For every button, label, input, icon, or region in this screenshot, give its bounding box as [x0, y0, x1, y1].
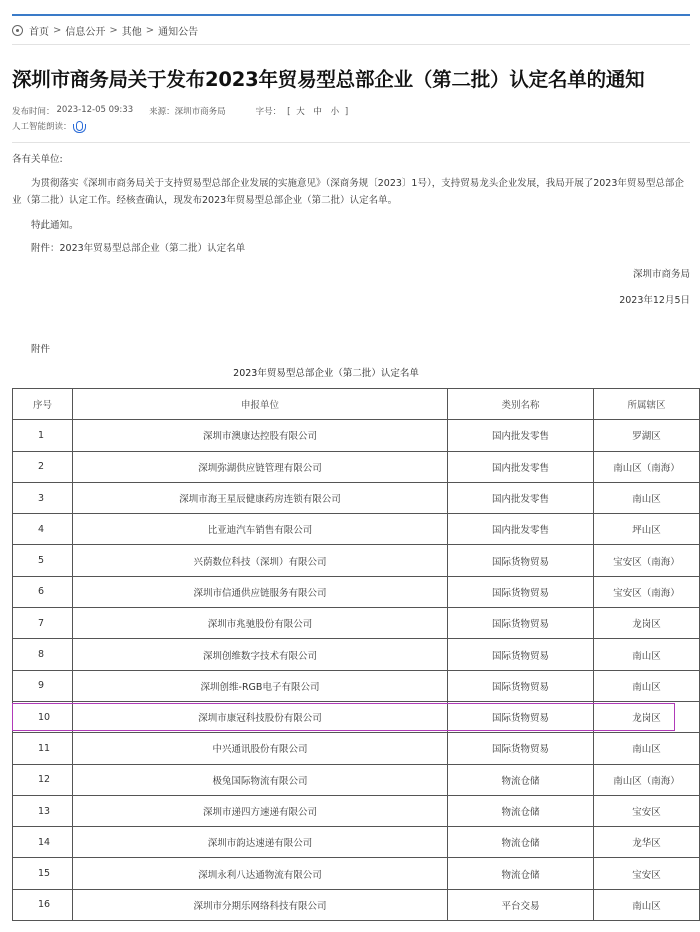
district: 南山区 — [594, 482, 700, 513]
table-row — [13, 670, 700, 701]
font-size-bracket: [ — [287, 107, 291, 117]
divider — [12, 142, 690, 143]
district: 龙华区 — [594, 827, 700, 858]
divider — [12, 44, 690, 45]
category: 国内批发零售 — [448, 514, 594, 545]
row-number: 7 — [13, 608, 73, 639]
row-number: 5 — [13, 545, 73, 576]
breadcrumb-separator: > — [145, 24, 155, 36]
company-name: 比亚迪汽车销售有限公司 — [73, 514, 448, 545]
company-name: 深圳市康冠科技股份有限公司 — [73, 701, 448, 732]
category: 国内批发零售 — [448, 420, 594, 451]
header-district: 所属辖区 — [594, 389, 700, 420]
row-number: 15 — [13, 858, 73, 889]
category: 平台交易 — [448, 889, 594, 920]
row-number: 10 — [13, 701, 73, 732]
company-name: 深圳永利八达通物流有限公司 — [73, 858, 448, 889]
font-size-medium[interactable]: 中 — [313, 107, 322, 117]
row-number: 6 — [13, 576, 73, 607]
font-size-large[interactable]: 大 — [296, 107, 305, 117]
table-row — [13, 482, 700, 513]
row-number: 14 — [13, 827, 73, 858]
company-name: 深圳市海王星辰健康药房连锁有限公司 — [73, 482, 448, 513]
company-table — [12, 388, 700, 921]
company-name: 深圳市递四方速递有限公司 — [73, 795, 448, 826]
breadcrumb-separator: > — [109, 24, 118, 36]
district: 龙岗区 — [594, 608, 700, 639]
table-row — [13, 608, 700, 639]
source-label: 来源： — [149, 107, 175, 117]
breadcrumb-home[interactable]: 首页 — [29, 26, 49, 38]
breadcrumb-info-public[interactable]: 信息公开 — [65, 26, 106, 38]
company-name: 深圳市信通供应链服务有限公司 — [73, 576, 448, 607]
row-number: 1 — [13, 420, 73, 451]
microphone-icon[interactable] — [76, 121, 83, 131]
category: 国际货物贸易 — [448, 733, 594, 764]
attachment-line: 附件：2023年贸易型总部企业（第二批）认定名单 — [31, 243, 246, 254]
category: 国际货物贸易 — [448, 608, 594, 639]
category: 物流仓储 — [448, 795, 594, 826]
table-row — [13, 639, 700, 670]
district: 宝安区 — [594, 858, 700, 889]
category: 物流仓储 — [448, 858, 594, 889]
company-name: 深圳创维数字技术有限公司 — [73, 639, 448, 670]
row-number: 11 — [13, 733, 73, 764]
district: 南山区 — [594, 639, 700, 670]
home-icon[interactable] — [12, 25, 23, 36]
salutation: 各有关单位: — [12, 154, 63, 165]
table-caption: 2023年贸易型总部企业（第二批）认定名单 — [233, 368, 419, 379]
company-name: 深圳市韵达速递有限公司 — [73, 827, 448, 858]
table-row — [13, 827, 700, 858]
row-number: 16 — [13, 889, 73, 920]
company-name: 深圳创维-RGB电子有限公司 — [73, 670, 448, 701]
category: 国际货物贸易 — [448, 639, 594, 670]
company-name: 深圳市分期乐网络科技有限公司 — [73, 889, 448, 920]
district: 罗湖区 — [594, 420, 700, 451]
publish-date: 2023-12-05 09:33 — [56, 105, 134, 115]
article-meta — [12, 105, 348, 117]
table-row — [13, 795, 700, 826]
breadcrumb-notices[interactable]: 通知公告 — [158, 26, 199, 38]
table-row — [13, 764, 700, 795]
category: 物流仓储 — [448, 827, 594, 858]
table-row — [13, 889, 700, 920]
header-category: 类别名称 — [448, 389, 594, 420]
district: 南山区 — [594, 670, 700, 701]
district: 南山区（南海） — [594, 764, 700, 795]
category: 国际货物贸易 — [448, 670, 594, 701]
district: 坪山区 — [594, 514, 700, 545]
row-number: 2 — [13, 451, 73, 482]
row-number: 4 — [13, 514, 73, 545]
row-number: 8 — [13, 639, 73, 670]
district: 宝安区 — [594, 795, 700, 826]
company-name: 深圳市兆驰股份有限公司 — [73, 608, 448, 639]
ai-reading-label: 人工智能朗读： — [12, 122, 72, 132]
font-size-small[interactable]: 小 — [330, 107, 340, 117]
font-size-switcher — [287, 105, 348, 117]
company-name: 中兴通讯股份有限公司 — [73, 733, 448, 764]
attachment-heading: 附件 — [31, 344, 51, 355]
table-row — [13, 451, 700, 482]
table-row — [13, 701, 700, 732]
row-number: 9 — [13, 670, 73, 701]
breadcrumb-separator: > — [53, 24, 62, 36]
table-row — [13, 858, 700, 889]
table-header-row — [13, 389, 700, 420]
company-name: 兴荫数位科技（深圳）有限公司 — [73, 545, 448, 576]
source-value: 深圳市商务局 — [174, 107, 226, 117]
font-size-label: 字号： — [255, 107, 282, 117]
signer: 深圳市商务局 — [632, 269, 690, 280]
category: 国内批发零售 — [448, 451, 594, 482]
sign-date: 2023年12月5日 — [619, 295, 690, 306]
company-name: 深圳市澳康达控股有限公司 — [73, 420, 448, 451]
table-row — [13, 733, 700, 764]
row-number: 3 — [13, 482, 73, 513]
district: 南山区 — [594, 889, 700, 920]
table-row — [13, 420, 700, 451]
row-number: 12 — [13, 764, 73, 795]
category: 国际货物贸易 — [448, 545, 594, 576]
body-paragraph: 为贯彻落实《深圳市商务局关于支持贸易型总部企业发展的实施意见》（深商务规〔2023〕1号），支持贸易龙头企业发展，我局开展了2023年贸易型总部企业（第二批）认定工作。经核查确认，现发布2023年贸易型总部企业（第二批）认定名单。 — [12, 178, 684, 206]
company-name: 极兔国际物流有限公司 — [73, 764, 448, 795]
page-title: 深圳市商务局关于发布2023年贸易型总部企业（第二批）认定名单的通知 — [12, 68, 645, 91]
table-row — [13, 576, 700, 607]
category: 国际货物贸易 — [448, 701, 594, 732]
header-no: 序号 — [13, 389, 73, 420]
font-size-bracket: ] — [344, 107, 349, 117]
company-name: 深圳弥湖供应链管理有限公司 — [73, 451, 448, 482]
category: 物流仓储 — [448, 764, 594, 795]
category: 国际货物贸易 — [448, 576, 594, 607]
category: 国内批发零售 — [448, 482, 594, 513]
publish-date-label: 发布时间： — [12, 107, 55, 117]
notice-line: 特此通知。 — [31, 220, 79, 231]
district: 龙岗区 — [594, 701, 700, 732]
row-number: 13 — [13, 795, 73, 826]
table-row — [13, 514, 700, 545]
table-row — [13, 545, 700, 576]
ai-reading — [12, 120, 83, 132]
district: 南山区 — [594, 733, 700, 764]
district: 南山区（南海） — [594, 451, 700, 482]
breadcrumb — [12, 22, 198, 38]
top-accent-line — [12, 14, 690, 16]
district: 宝安区（南海） — [594, 576, 700, 607]
breadcrumb-other[interactable]: 其他 — [121, 26, 142, 38]
district: 宝安区（南海） — [594, 545, 700, 576]
header-company: 申报单位 — [73, 389, 448, 420]
